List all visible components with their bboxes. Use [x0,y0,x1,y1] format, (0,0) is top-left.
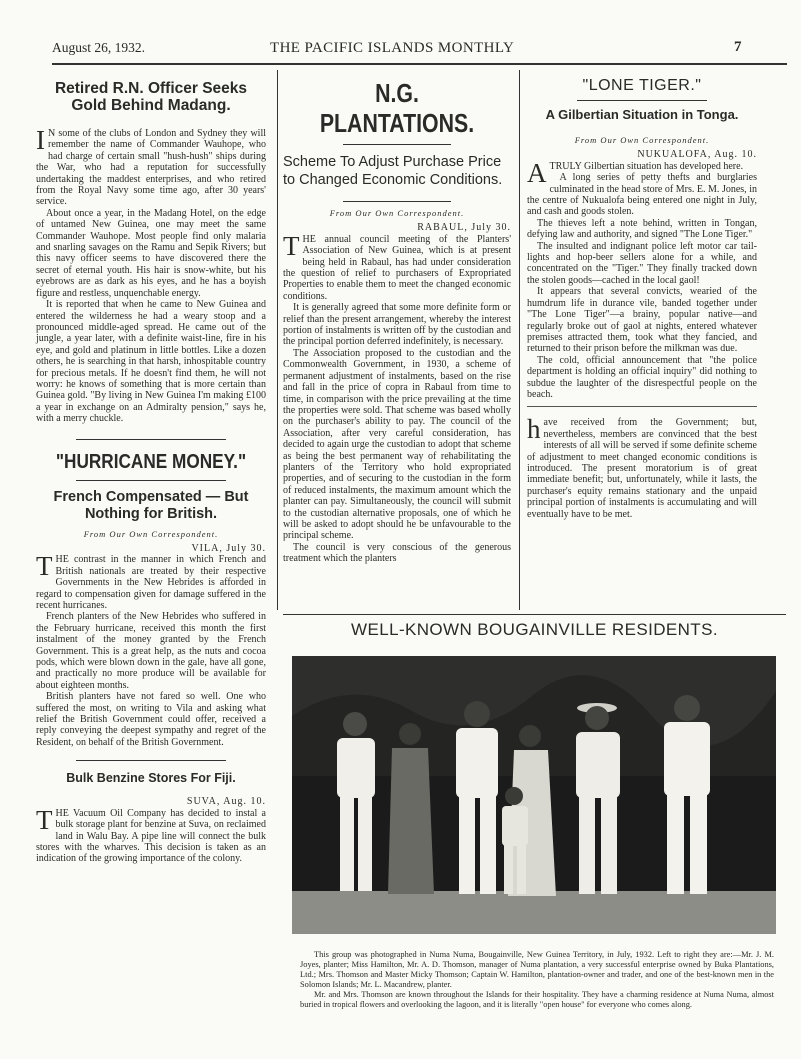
hurricane-subhead: French Compensated — But Nothing for British. [53,488,249,522]
hurricane-paragraph: French planters of the New Hebrides who suffered in the February hurricane, received this month the first instalment of the money granted by the French Government. This is a great help, as the nuts and cocoa pods, which were blown down in the gale, have all gone, and practically no more produce will be available for about eighteen months. [36,611,266,691]
hurricane-paragraph: THE contrast in the manner in which French and British nationals are treated by their respective Governments in the New Hebrides is afforded in regard to compensation given for damage suffered in the recent hurricanes. [36,551,266,611]
page-number: 7 [734,39,742,55]
plantations-paragraph: THE annual council meeting of the Planters' Association of New Guinea, which is at present being held in Rabaul, has had under consideration the question of relief to purchasers of Expropriated Properties to enable them to meet the changed economic conditions. [283,230,511,302]
column-rule-2 [519,70,520,610]
photo-headline: WELL-KNOWN BOUGAINVILLE RESIDENTS. [351,620,718,639]
tiger-paragraph: ATRULY Gilbertian situation has developed here. [527,157,744,188]
plantations-paragraph: The council is very conscious of the generous treatment which the planters [283,541,511,565]
hurricane-byline: From Our Own Correspondent. [83,528,219,539]
hurricane-headline: "HURRICANE MONEY." [55,450,247,473]
plantations-headline: N.G. PLANTATIONS. [319,78,475,138]
tiger-subhead: A Gilbertian Situation in Tonga. [545,107,739,122]
tiger-paragraph: The cold, official announcement that "the police department is holding an official inquiry" did nothing to subdue the laughter of the disrespectful people on the beach. [527,354,757,400]
officer-paragraph: It is reported that when he came to New Guinea and entered the wilderness he had a weary stoop and a pronounced middle-aged spread. He came out of the jungle, a year later, with a definite waist-line, fire in his eye, and gold and platinum in little bottles. Like a dozen others, he is searching in that harsh, inhospitable country for precious metals. If he doesn't find them, he will not worry: he knows of something that is more certain than Guinea gold. "By living in New Guinea I'm making £100 a year in exchange on an Admiralty pension," says he, with a merry chuckle. [36,299,266,425]
tiger-dateline: NUKUALOFA, Aug. 10. [637,149,757,161]
running-date: August 26, 1932. [52,40,146,55]
benzine-paragraph: THE Vacuum Oil Company has decided to instal a bulk storage plant for benzine at Suva, on reclaimed land in Walu Bay. A pipe line will connect the bulk stores with the wharves. This decision is taken as an indication of the growing importance of the colony. [36,804,266,865]
plantations-subhead: Scheme To Adjust Purchase Price to Changed Economic Conditions. [283,154,503,188]
running-title: THE PACIFIC ISLANDS MONTHLY [270,40,515,56]
tiger-paragraph: It appears that several convicts, wearied of the humdrum life in durance vile, banded together under "The Lone Tiger"—a brainy, popular native—and regularly broke out of gaol at nights, entered whatever premises attracted them, took what they fancied, and returned to their prison before the milkman was due. [527,286,757,355]
tiger-paragraph: The insulted and indignant police left motor car tail-lights and hop-beer sellers alone for a while, and concentrated on the "Tiger." They finally tracked down the stolen goods—cached in the local gaol! [527,240,757,286]
tiger-headline: "LONE TIGER." [582,77,702,94]
benzine-dateline: SUVA, Aug. 10. [186,796,266,808]
photo-section-rule [283,614,786,615]
officer-headline: Retired R.N. Officer Seeks Gold Behind Madang. [54,80,248,114]
article-divider [343,201,451,202]
header-rule [52,63,787,65]
person-figure [388,723,434,894]
article-divider [76,760,226,761]
article-divider [76,480,226,481]
plantations-paragraph: It is generally agreed that some more definite form or relief than the present arrangement, whereby the interest portion of instalments is written off by the custodian and the principal portion deferred indefinitely, is necessary. [283,302,511,348]
column-rule-1 [277,70,278,610]
article-divider [343,144,451,145]
column-left [36,80,266,865]
hurricane-paragraph: British planters have not fared so well. One who suffered the most, on writing to Vila and asking what relief the British Government could offer, received a reply conveying the deepest sympathy and regret of the Resident, on behalf of the British Government. [36,691,266,748]
benzine-headline: Bulk Benzine Stores For Fiji. [66,771,236,786]
plantations-dateline: RABAUL, July 30. [417,222,511,234]
tiger-byline: From Our Own Correspondent. [574,135,710,145]
column-right [527,76,757,520]
caption-paragraph: Mr. and Mrs. Thomson are known throughout the Islands for their hospitality. They have a charming residence at Numa Numa, almost buried in tropical flowers and overlooking the lagoon, and it is literally "open house" for everyone who comes along. [300,990,774,1009]
photo-caption [300,950,774,1010]
tiger-paragraph: A long series of petty thefts and burglaries culminated in the head store of Mrs. E. M. Jones, in the centre of Nukualofa being entered one night in July, and cash and goods stolen. [527,172,757,218]
hurricane-dateline: VILA, July 30. [191,542,266,554]
column-middle [283,78,511,565]
plantations-byline: From Our Own Correspondent. [329,208,465,218]
plantations-continuation: have received from the Government; but, nevertheless, members are convinced that the best interests of all will be served if some definite scheme of adjustment to meet changed economic conditions is introduced. The present moratorium is of great immediate benefit; but, unfortunately, while it lasts, the purchaser's equity remains stationary and the unpaid principal portion of instalments is accumulating and will eventually have to be met. [527,414,757,520]
caption-paragraph: This group was photographed in Numa Numa, Bougainville, New Guinea Territory, in July, 1932. Left to right they are:—Mr. J. M. Joyes, planter; Miss Hamilton, Mr. A. D. Thomson, manager of Numa plantation, a very successful enterprise owned by Buka Plantations, Ltd.; Mrs. Thomson and Master Micky Thomson; Captain W. Hamilton, plantation-owner and trader, and one of the best-known men in the Solomon Islands; Mr. L. Macandrew, planter. [300,950,774,989]
bougainville-group-photo [292,656,776,934]
article-divider [577,100,707,101]
article-divider [527,406,757,407]
article-divider [76,439,226,440]
tiger-paragraph: The thieves left a note behind, written in Tongan, defying law and authority, and signed "The Lone Tiger." [527,217,757,241]
officer-paragraph: About once a year, in the Madang Hotel, on the edge of untamed New Guinea, one may meet the same Commander Wauhope. Most people find only malaria and snarling savages on the Ramu and Sepik Rivers; but this navy officer seems to have discovered there the secret of eternal youth. His hair is snow-white, but his eyebrows are as dark as his eyes, and he has a boyish figure and restless, unquenchable energy. [36,207,266,299]
plantations-paragraph: The Association proposed to the custodian and the Commonwealth Government, in 1930, a scheme of permanent adjustment of instalments, based on the rise and fall in the price of copra in Rabaul from time to time, in comparison with the price prevailing at the time the properties were sold. That scheme was based wholly on the purchaser's ability to pay. The council of the Association, after very careful consideration, has decided to again urge the custodian to adopt that scheme as being the best permanent way of rehabilitating the planters of the Territory who hold expropriated properties, and of securing to the custodian in the form of reduced instalments, the maximum amount which the planter can pay. Simultaneously, the council will submit to the custodian alternative proposals, one of which he will be asked to adopt should he be unfavourable to the principal scheme. [283,347,511,542]
officer-paragraph: IN some of the clubs of London and Sydney they will remember the name of Commander Wauhope, who had charge of certain small "hush-hush" ships during the War, who had a reputation for successfully undertaking the maddest enterprises, and who retired from the Royal Navy some time ago, after 30 years' service. [36,125,266,208]
